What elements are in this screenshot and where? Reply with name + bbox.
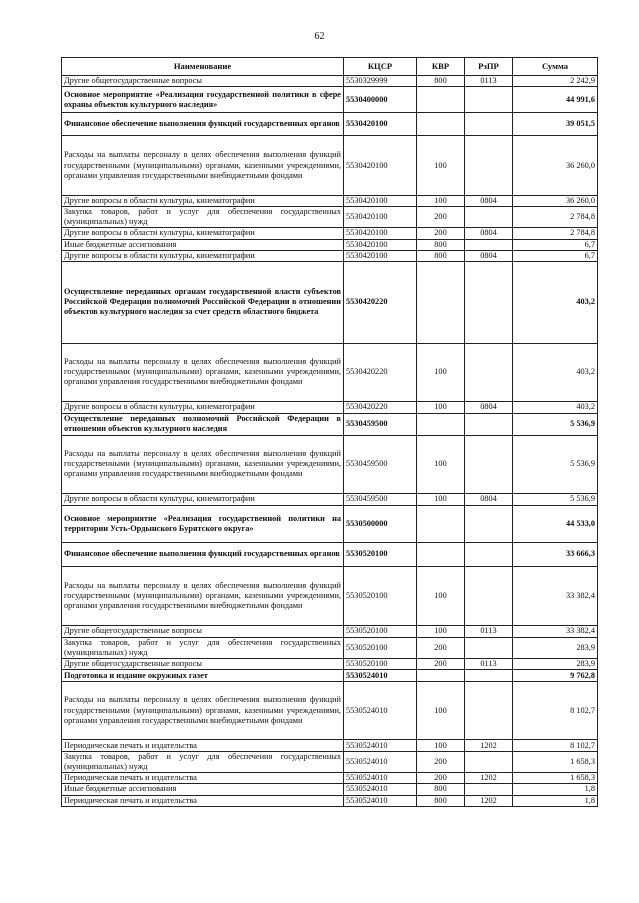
cell-code: 5530524010	[344, 784, 417, 795]
cell-kvr: 100	[417, 682, 465, 740]
table-row	[62, 343, 598, 401]
cell-kvr	[417, 670, 465, 682]
header-kvr: КВР	[417, 58, 465, 76]
cell-sum: 6,7	[513, 250, 598, 261]
cell-sum: 9 762,8	[513, 670, 598, 682]
table-row	[62, 76, 598, 87]
table-row	[62, 435, 598, 493]
cell-rzpr: 1202	[465, 773, 513, 784]
table-row	[62, 542, 598, 566]
cell-rzpr	[465, 343, 513, 401]
cell-name: Осуществление переданных органам государственной власти субъектов Российской Федерации полномочий Российской Федерации в отношении объектов культурного наследия за счет средств областного бюджета	[62, 261, 344, 343]
cell-code: 5530459500	[344, 435, 417, 493]
cell-name: Другие вопросы в области культуры, кинематографии	[62, 401, 344, 413]
cell-kvr: 200	[417, 637, 465, 658]
cell-name: Подготовка и издание окружных газет	[62, 670, 344, 682]
cell-sum: 44 991,6	[513, 87, 598, 113]
cell-name: Закупка товаров, работ и услуг для обеспечения государственных (муниципальных) нужд	[62, 637, 344, 658]
header-rzpr: РзПР	[465, 58, 513, 76]
cell-name: Расходы на выплаты персоналу в целях обеспечения выполнения функций государственными (муниципальными) органами, казенными учреждениями, органами управления государственными внебюджетными фондами	[62, 343, 344, 401]
cell-name: Расходы на выплаты персоналу в целях обеспечения выполнения функций государственными (муниципальными) органами, казенными учреждениями, органами управления государственными внебюджетными фондами	[62, 566, 344, 625]
cell-code: 5530420100	[344, 250, 417, 261]
cell-sum: 2 784,8	[513, 207, 598, 228]
cell-code: 5530524010	[344, 752, 417, 773]
cell-name: Осуществление переданных полномочий Российской Федерации в отношении объектов культурного наследия	[62, 413, 344, 435]
cell-rzpr	[465, 752, 513, 773]
cell-rzpr: 0113	[465, 76, 513, 87]
table-row	[62, 566, 598, 625]
table-row	[62, 658, 598, 669]
cell-sum: 33 382,4	[513, 566, 598, 625]
page-number: 62	[314, 31, 325, 42]
cell-code: 5530420100	[344, 207, 417, 228]
cell-name: Другие общегосударственные вопросы	[62, 658, 344, 669]
cell-kvr: 200	[417, 207, 465, 228]
table-row	[62, 136, 598, 196]
cell-sum: 2 784,8	[513, 228, 598, 239]
cell-rzpr	[465, 136, 513, 196]
cell-code: 5530420100	[344, 228, 417, 239]
table-row	[62, 670, 598, 682]
header-row	[62, 58, 598, 76]
cell-kvr: 100	[417, 401, 465, 413]
cell-kvr: 100	[417, 625, 465, 637]
cell-name: Расходы на выплаты персоналу в целях обеспечения выполнения функций государственными (муниципальными) органами, казенными учреждениями, органами управления государственными внебюджетными фондами	[62, 136, 344, 196]
table-row	[62, 113, 598, 136]
cell-sum: 6,7	[513, 239, 598, 250]
table-row	[62, 795, 598, 806]
cell-rzpr	[465, 505, 513, 542]
cell-sum: 403,2	[513, 401, 598, 413]
table-row	[62, 784, 598, 795]
table-row	[62, 87, 598, 113]
cell-code: 5530400000	[344, 87, 417, 113]
cell-code: 5530524010	[344, 670, 417, 682]
cell-sum: 403,2	[513, 343, 598, 401]
cell-rzpr: 0113	[465, 625, 513, 637]
cell-sum: 5 536,9	[513, 413, 598, 435]
cell-kvr: 100	[417, 493, 465, 505]
cell-rzpr	[465, 413, 513, 435]
cell-sum: 2 242,9	[513, 76, 598, 87]
table-row	[62, 752, 598, 773]
cell-sum: 5 536,9	[513, 435, 598, 493]
cell-code: 5530459500	[344, 493, 417, 505]
cell-name: Другие вопросы в области культуры, кинематографии	[62, 196, 344, 207]
cell-kvr: 100	[417, 343, 465, 401]
cell-rzpr: 1202	[465, 740, 513, 752]
cell-rzpr: 1202	[465, 795, 513, 806]
table-row	[62, 401, 598, 413]
cell-rzpr: 0804	[465, 250, 513, 261]
cell-name: Другие вопросы в области культуры, кинематографии	[62, 493, 344, 505]
cell-rzpr: 0804	[465, 493, 513, 505]
cell-kvr: 800	[417, 76, 465, 87]
cell-name: Другие вопросы в области культуры, кинематографии	[62, 250, 344, 261]
cell-code: 5530500000	[344, 505, 417, 542]
cell-name: Расходы на выплаты персоналу в целях обеспечения выполнения функций государственными (муниципальными) органами, казенными учреждениями, органами управления государственными внебюджетными фондами	[62, 682, 344, 740]
cell-sum: 33 382,4	[513, 625, 598, 637]
cell-sum: 39 051,5	[513, 113, 598, 136]
table-row	[62, 250, 598, 261]
cell-sum: 8 102,7	[513, 740, 598, 752]
table-row	[62, 505, 598, 542]
cell-code: 5530524010	[344, 773, 417, 784]
cell-rzpr	[465, 637, 513, 658]
cell-rzpr	[465, 207, 513, 228]
table-row	[62, 682, 598, 740]
cell-code: 5530420220	[344, 343, 417, 401]
header-sum: Сумма	[513, 58, 598, 76]
table-row	[62, 261, 598, 343]
cell-kvr	[417, 113, 465, 136]
table-row	[62, 239, 598, 250]
cell-name: Периодическая печать и издательства	[62, 740, 344, 752]
cell-kvr: 100	[417, 136, 465, 196]
header-name: Наименование	[62, 58, 344, 76]
table-header	[62, 58, 598, 76]
cell-name: Основное мероприятие «Реализация государственной политики в сфере охраны объектов культурного наследия»	[62, 87, 344, 113]
cell-sum: 36 260,0	[513, 196, 598, 207]
cell-code: 5530420220	[344, 401, 417, 413]
cell-kvr: 100	[417, 196, 465, 207]
cell-sum: 1 658,3	[513, 773, 598, 784]
cell-code: 5530420220	[344, 261, 417, 343]
cell-code: 5530459500	[344, 413, 417, 435]
cell-code: 5530520100	[344, 542, 417, 566]
cell-kvr: 200	[417, 773, 465, 784]
cell-code: 5530520100	[344, 637, 417, 658]
header-code: КЦСР	[344, 58, 417, 76]
cell-code: 5530420100	[344, 239, 417, 250]
cell-kvr: 800	[417, 239, 465, 250]
cell-sum: 283,9	[513, 658, 598, 669]
cell-rzpr	[465, 113, 513, 136]
cell-rzpr: 0804	[465, 401, 513, 413]
cell-sum: 36 260,0	[513, 136, 598, 196]
cell-kvr	[417, 505, 465, 542]
cell-kvr: 800	[417, 250, 465, 261]
cell-kvr	[417, 87, 465, 113]
cell-code: 5530420100	[344, 136, 417, 196]
cell-rzpr: 0804	[465, 196, 513, 207]
table-row	[62, 196, 598, 207]
cell-name: Финансовое обеспечение выполнения функций государственных органов	[62, 113, 344, 136]
cell-name: Периодическая печать и издательства	[62, 773, 344, 784]
cell-rzpr	[465, 566, 513, 625]
cell-code: 5530524010	[344, 795, 417, 806]
cell-name: Закупка товаров, работ и услуг для обеспечения государственных (муниципальных) нужд	[62, 752, 344, 773]
cell-rzpr	[465, 682, 513, 740]
cell-rzpr	[465, 435, 513, 493]
table-row	[62, 493, 598, 505]
cell-kvr: 100	[417, 740, 465, 752]
table-row	[62, 228, 598, 239]
cell-sum: 8 102,7	[513, 682, 598, 740]
cell-kvr	[417, 413, 465, 435]
cell-code: 5530520100	[344, 658, 417, 669]
cell-code: 5530420100	[344, 113, 417, 136]
cell-name: Иные бюджетные ассигнования	[62, 239, 344, 250]
cell-name: Закупка товаров, работ и услуг для обеспечения государственных (муниципальных) нужд	[62, 207, 344, 228]
cell-code: 5530520100	[344, 625, 417, 637]
cell-kvr: 800	[417, 784, 465, 795]
cell-kvr: 200	[417, 752, 465, 773]
table-row	[62, 625, 598, 637]
cell-name: Другие общегосударственные вопросы	[62, 76, 344, 87]
cell-sum: 33 666,3	[513, 542, 598, 566]
cell-code: 5530329999	[344, 76, 417, 87]
cell-rzpr: 0804	[465, 228, 513, 239]
table-row	[62, 413, 598, 435]
cell-code: 5530520100	[344, 566, 417, 625]
cell-rzpr	[465, 784, 513, 795]
cell-sum: 1 658,3	[513, 752, 598, 773]
cell-name: Иные бюджетные ассигнования	[62, 784, 344, 795]
cell-name: Периодическая печать и издательства	[62, 795, 344, 806]
cell-code: 5530420100	[344, 196, 417, 207]
cell-kvr: 800	[417, 795, 465, 806]
cell-kvr: 200	[417, 658, 465, 669]
cell-rzpr	[465, 542, 513, 566]
cell-kvr: 100	[417, 566, 465, 625]
cell-sum: 5 536,9	[513, 493, 598, 505]
cell-rzpr	[465, 670, 513, 682]
cell-rzpr	[465, 239, 513, 250]
cell-kvr: 100	[417, 435, 465, 493]
cell-sum: 403,2	[513, 261, 598, 343]
cell-name: Финансовое обеспечение выполнения функций государственных органов	[62, 542, 344, 566]
cell-rzpr	[465, 261, 513, 343]
cell-sum: 1,8	[513, 795, 598, 806]
cell-name: Основное мероприятие «Реализация государственной политики на территории Усть-Ордынского Бурятского округа»	[62, 505, 344, 542]
cell-code: 5530524010	[344, 682, 417, 740]
table-row	[62, 740, 598, 752]
cell-sum: 1,8	[513, 784, 598, 795]
cell-sum: 283,9	[513, 637, 598, 658]
cell-kvr	[417, 542, 465, 566]
cell-name: Другие общегосударственные вопросы	[62, 625, 344, 637]
cell-rzpr	[465, 87, 513, 113]
cell-rzpr: 0113	[465, 658, 513, 669]
cell-kvr	[417, 261, 465, 343]
table-row	[62, 207, 598, 228]
cell-sum: 44 533,0	[513, 505, 598, 542]
table-body	[62, 76, 598, 807]
table-row	[62, 773, 598, 784]
table-row	[62, 637, 598, 658]
cell-name: Расходы на выплаты персоналу в целях обеспечения выполнения функций государственными (муниципальными) органами, казенными учреждениями, органами управления государственными внебюджетными фондами	[62, 435, 344, 493]
cell-name: Другие вопросы в области культуры, кинематографии	[62, 228, 344, 239]
cell-kvr: 200	[417, 228, 465, 239]
cell-code: 5530524010	[344, 740, 417, 752]
budget-table	[61, 57, 598, 807]
